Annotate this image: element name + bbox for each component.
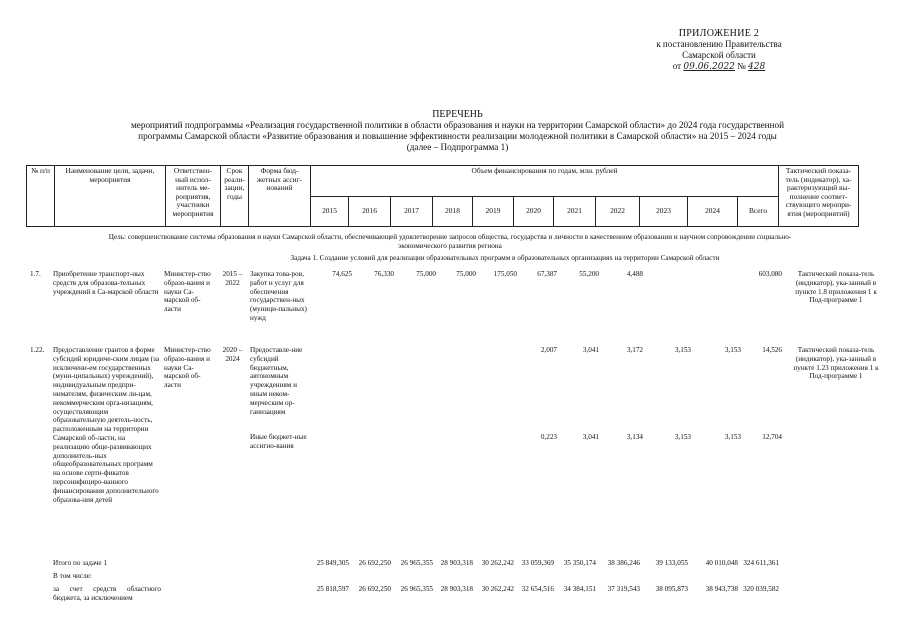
value-cell: 3,153 [674,433,691,441]
regional-value-cell: 26 692,250 [358,585,391,593]
value-cell: 76,330 [374,270,394,278]
year-header: 2024 [688,197,738,227]
total-value-cell: 38 386,246 [607,559,640,567]
year-header: 2019 [473,197,514,227]
row-name: Предоставление грантов в форме субсидий юридиче-ским лицам (за исключени-ем государственных (муни-ципальных) учреждений), индивидуальным предпри-нимателям, физическим ли-цам, некоммерческим орга-низациям, осуществляющим образовательную деятель-ность, расположенным на территории Самарской об-ласти, на реализацию обще-развивающих дополнитель-ных общеобразовательных программ на основе серти-фикатов персонифициро-ванного финансирования дополнительного образова-ния детей [53,346,160,504]
row-indicator: Тактический показа-тель (индикатор), ука-занный в пункте 1.23 приложения 1 к Под-программе 1 [793,346,879,381]
appendix-title: ПРИЛОЖЕНИЕ 2 [678,28,760,39]
col-num-header: № п/п [27,166,55,227]
regional-value-cell: 32 654,516 [521,585,554,593]
total-header: Всего [738,197,779,227]
header-table [26,165,859,227]
row-form-subsidies: Предоставле-ние субсидий бюджетным, автономным учреждениям и иным неком-мерческим ор-ганизациям [250,346,303,416]
value-cell: 3,041 [582,433,599,441]
row-resp: Министер-ство образо-вания и науки Са-марской об-ласти [164,270,211,314]
regional-value-cell: 38 943,738 [705,585,738,593]
date-handwritten: 09.06.2022 [683,62,735,72]
col-term-header: Срок реали-зации, годы [221,166,249,227]
document-title [40,109,875,153]
value-cell: 2,007 [540,346,557,354]
value-cell: 4,488 [626,270,643,278]
year-header: 2022 [596,197,640,227]
total-value-cell: 33 059,369 [521,559,554,567]
row-num: 1.7. [30,270,41,278]
row-indicator: Тактический показа-тель (индикатор), ука-занный в пункте 1.8 приложения 1 к Под-программе 1 [795,270,877,305]
totals-label: Итого по задаче 1 [53,559,108,567]
regional-value-cell: 38 095,873 [655,585,688,593]
regional-value-cell: 320 039,582 [743,585,779,593]
row-name: Приобретение транспорт-ных средств для образова-тельных учреждений в Са-марской области [53,270,159,296]
value-cell: 3,153 [724,433,741,441]
value-cell: 75,000 [416,270,436,278]
year-header: 2015 [311,197,349,227]
value-cell: 3,153 [724,346,741,354]
row-form: Закупка това-ров, работ и услуг для обеспечения государствен-ных (муници-пальных) нужд [250,270,307,322]
title-heading: ПЕРЕЧЕНЬ [432,109,483,120]
appendix-line-1: к постановлению Правительства [656,39,782,49]
total-value-cell: 28 903,318 [440,559,473,567]
number-prefix: № [737,61,746,71]
value-cell: 175,050 [493,270,517,278]
value-cell: 0,223 [540,433,557,441]
value-cell: 603,080 [758,270,782,278]
total-value-cell: 324 611,361 [743,559,779,567]
year-header: 2020 [514,197,554,227]
row-term: 2015 – 2022 [222,270,243,287]
total-value-cell: 30 262,242 [481,559,514,567]
value-cell: 74,625 [332,270,352,278]
goal-text: Цель: совершенствование системы образования и науки Самарской области, обеспечивающей удовлетворение запросов общества, государства и личности в качественном образовании и научном сопровождении социально-экономического развития региона [108,233,792,250]
value-cell: 75,000 [456,270,476,278]
value-cell: 3,172 [626,346,643,354]
total-value-cell: 40 010,048 [705,559,738,567]
regional-value-cell: 37 319,543 [607,585,640,593]
value-cell: 3,153 [674,346,691,354]
row-resp: Министер-ство образо-вания и науки Са-марской об-ласти [164,346,211,390]
regional-value-cell: 28 903,318 [440,585,473,593]
col-indicator-header: Тактический показа-тель (индикатор), ха-рактеризующий вы-полнение соответ-ствующего меропри-ятия (мероприятий) [779,166,859,227]
row-num: 1.22. [30,346,45,354]
regional-value-cell: 34 384,151 [563,585,596,593]
value-cell: 3,041 [582,346,599,354]
title-line-3: (далее – Подпрограмма 1) [406,142,509,152]
value-cell: 3,134 [626,433,643,441]
regional-value-cell: 26 965,355 [400,585,433,593]
appendix-header [619,28,819,73]
task-text: Задача 1. Создание условий для реализации образовательных программ в образовательных организациях на территории Самарской области [290,254,720,262]
value-cell: 55,200 [579,270,599,278]
title-line-2: программы Самарской области «Развитие образования и повышение эффективности реализации молодежной политики в Самарской области» на 2015 – 2024 годы [138,131,777,141]
total-value-cell: 25 849,305 [316,559,349,567]
totals-regional-label: за счет средств областного бюджета, за исключением [53,585,161,602]
number-handwritten: 428 [748,62,766,72]
row-form-other: Иные бюджет-ные ассигно-вания [250,433,307,450]
year-header: 2016 [349,197,391,227]
totals-incl: В том числе: [53,572,92,580]
regional-value-cell: 25 818,597 [316,585,349,593]
total-value-cell: 39 133,055 [655,559,688,567]
total-value-cell: 26 965,355 [400,559,433,567]
total-value-cell: 26 692,250 [358,559,391,567]
year-header: 2018 [433,197,473,227]
col-resp-header: Ответствен-ный испол-нитель ме-роприятия, участники мероприятия [166,166,221,227]
value-cell: 14,526 [762,346,782,354]
value-cell: 67,387 [537,270,557,278]
col-fin-header: Объем финансирования по годам, млн. рублей [311,166,779,197]
date-prefix: от [672,61,682,71]
regional-value-cell: 30 262,242 [481,585,514,593]
appendix-date-line [619,61,819,73]
row-term: 2020 – 2024 [222,346,243,363]
title-line-1: мероприятий подпрограммы «Реализация государственной политики в области образования и науки на территории Самарской области» до 2024 года государственной [130,120,785,130]
col-name-header: Наименование цели, задачи, мероприятия [55,166,166,227]
appendix-line-2: Самарской области [682,50,756,60]
value-cell: 12,704 [762,433,782,441]
year-header: 2023 [640,197,688,227]
col-form-header: Форма бюд-жетных ассиг-нований [249,166,311,227]
year-header: 2017 [391,197,433,227]
total-value-cell: 35 350,174 [563,559,596,567]
year-header: 2021 [554,197,596,227]
